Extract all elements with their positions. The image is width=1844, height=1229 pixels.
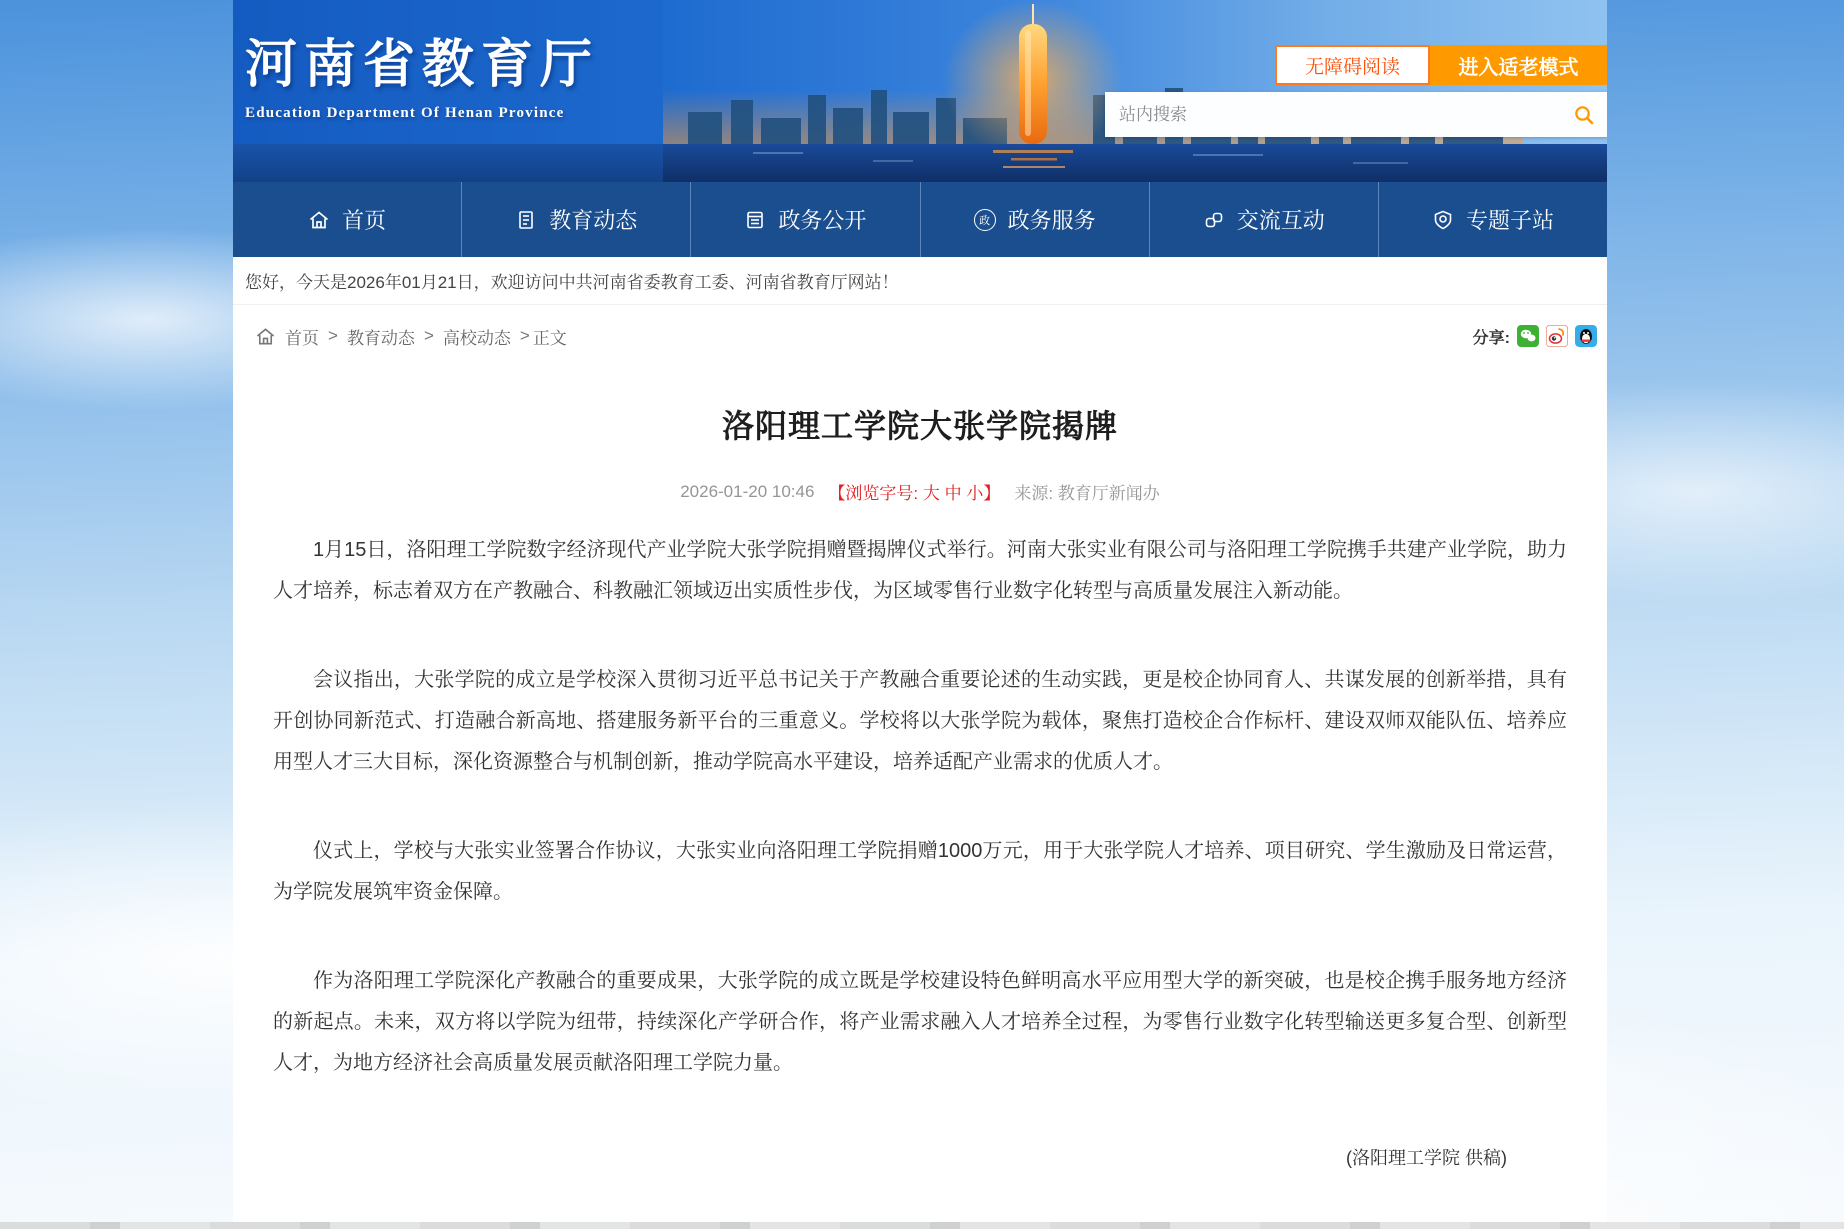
nav-item-interaction[interactable] <box>1150 182 1379 257</box>
site-logo-subtitle: Education Department Of Henan Province <box>245 105 565 121</box>
article-paragraph: 仪式上，学校与大张实业签署合作协议，大张实业向洛阳理工学院捐赠1000万元，用于大张学院人才培养、项目研究、学生激励及日常运营，为学院发展筑牢资金保障。 <box>273 840 1567 903</box>
nav-item-gov-disclosure[interactable] <box>691 182 920 257</box>
breadcrumb-separator: > <box>519 326 530 345</box>
site-logo <box>245 22 599 122</box>
nav-item-home[interactable] <box>233 182 462 257</box>
nav-item-label: 专题子站 <box>1465 208 1554 233</box>
disclosure-document-icon <box>744 209 766 231</box>
nav-item-label: 政务服务 <box>1007 208 1096 233</box>
qq-icon[interactable] <box>1575 325 1597 347</box>
search-button[interactable] <box>1561 92 1607 137</box>
breadcrumb-link-education-news[interactable]: 教育动态 <box>346 328 415 348</box>
weibo-icon[interactable] <box>1546 325 1568 347</box>
article-date: 2026-01-20 10:46 <box>680 481 815 501</box>
breadcrumb-link-home[interactable]: 首页 <box>285 328 319 348</box>
breadcrumb-row <box>233 305 1607 367</box>
nav-item-label: 教育动态 <box>549 208 638 233</box>
font-size-control[interactable]: 【浏览字号: 大 中 小】 <box>828 484 1001 503</box>
breadcrumb-current: 正文 <box>532 328 567 348</box>
breadcrumb-link-university-news[interactable]: 高校动态 <box>442 328 511 348</box>
share-label: 分享: <box>1472 329 1510 347</box>
elder-mode-button[interactable]: 进入适老模式 <box>1430 45 1607 85</box>
nav-item-special-subsites[interactable] <box>1379 182 1607 257</box>
search-input[interactable] <box>1105 105 1561 125</box>
article-source: 来源: 教育厅新闻办 <box>1014 484 1160 503</box>
nav-item-gov-service[interactable] <box>921 182 1150 257</box>
subsite-badge-icon <box>1432 209 1454 231</box>
content-area <box>233 257 1607 1222</box>
nav-item-label: 首页 <box>342 208 387 233</box>
header-toolbar <box>1275 45 1607 85</box>
greeting-bar: 您好，今天是2026年01月21日，欢迎访问中共河南省委教育工委、河南省教育厅网站！ <box>233 257 1607 305</box>
nav-item-label: 政务公开 <box>778 208 867 233</box>
footer-edge-strip <box>0 1222 1844 1229</box>
breadcrumb-separator: > <box>423 326 434 345</box>
nav-item-education-news[interactable] <box>462 182 691 257</box>
article-body <box>273 530 1567 1084</box>
article-paragraph: 作为洛阳理工学院深化产教融合的重要成果，大张学院的成立既是学校建设特色鲜明高水平应用型大学的新突破，也是校企携手服务地方经济的新起点。未来，双方将以学院为纽带，持续深化产学研合作，将产业需求融入人才培养全过程，为零售行业数字化转型输送更多复合型、创新型人才，为地方经济社会高质量发展贡献洛阳理工学院力量。 <box>273 970 1567 1074</box>
site-logo-title: 河南省教育厅 <box>245 37 600 94</box>
article-byline: (洛阳理工学院 供稿) <box>1346 1148 1507 1168</box>
article-paragraph: 会议指出，大张学院的成立是学校深入贯彻习近平总书记关于产教融合重要论述的生动实践，更是校企协同育人、共谋发展的创新举措，具有开创协同新范式、打造融合新高地、搭建服务新平台的三重意义。学校将以大张学院为载体，聚焦打造校企合作标杆、建设双师双能队伍、培养应用型人才三大目标，深化资源整合与机制创新，推动学院高水平建设，培养适配产业需求的优质人才。 <box>273 669 1567 773</box>
government-service-seal-icon: 政 <box>974 209 996 231</box>
nav-item-label: 交流互动 <box>1236 208 1325 233</box>
article-title: 洛阳理工学院大张学院揭牌 <box>721 408 1118 444</box>
breadcrumb-separator: > <box>328 326 338 345</box>
breadcrumb <box>255 324 567 349</box>
article-paragraph: 1月15日，洛阳理工学院数字经济现代产业学院大张学院捐赠暨揭牌仪式举行。河南大张实业有限公司与洛阳理工学院携手共建产业学院，助力人才培养，标志着双方在产教融合、科教融汇领域迈出实质性步伐，为区域零售行业数字化转型与高质量发展注入新动能。 <box>273 539 1567 602</box>
accessibility-reading-button[interactable]: 无障碍阅读 <box>1275 45 1430 85</box>
wechat-icon[interactable] <box>1517 325 1539 347</box>
page-wrapper <box>233 0 1607 1222</box>
article <box>233 401 1607 1210</box>
news-document-icon <box>515 209 537 231</box>
home-icon <box>255 326 276 347</box>
share-bar <box>1473 325 1597 348</box>
search-icon <box>1573 104 1595 126</box>
article-meta <box>273 479 1567 504</box>
main-navigation <box>233 182 1607 257</box>
site-search-box <box>1105 92 1607 137</box>
header-banner <box>233 0 1607 182</box>
home-icon <box>308 209 330 231</box>
interaction-links-icon <box>1203 209 1225 231</box>
